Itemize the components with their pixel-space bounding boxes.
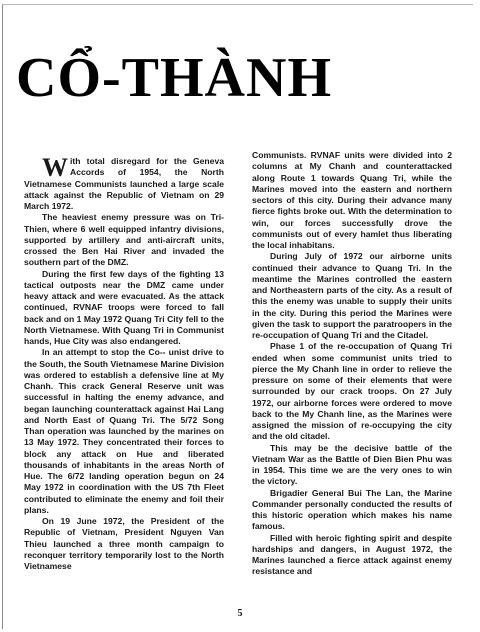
paragraph-continued: Communists. RVNAF units were divided into 2 columns at My Chanh and counterattacked along Route 1 towards Quang Tri, while the Marines moved into the eastern and northern sectors of this city. During their advance many fierce fights broke out. With the determination to win, our forces successfully drove the communists out of every hamlet thus liberating the local inhabitans. [252, 150, 452, 250]
paragraph: During July of 1972 our airborne units continued their advance to Quang Tri. In the meantime the Marines controlled the eastern and Northeastern parts of the city. As a result of this the enemy was unable to supply their units in the city. During this period the Marines were given the task to support the paratroopers in the re-occupation of Quang Tri and the Citadel. [252, 251, 452, 340]
paragraph: The heaviest enemy pressure was on Tri-Thien, where 6 well equipped infantry divisions, supported by artillery and anti-aircraft units, crossed the Ben Hai River and invaded the southern part of the DMZ. [24, 212, 224, 268]
drop-cap: W [42, 153, 68, 182]
paragraph: Filled with heroic fighting spirit and despite hardships and dangers, in August 1972, the Marines launched a fierce attack against enemy resistance and [252, 532, 452, 577]
paragraph: During the first few days of the fighting 13 tactical outposts near the DMZ came under heavy attack and were evacuated. As the attack continued, RVNAF troops were forced to fall back and on 1 May 1972 Quang Tri City fell to the North Vietnamese. With Quang Tri in Communist hands, Hue City was also endangered. [24, 268, 224, 346]
right-column [252, 150, 452, 578]
paragraph: On 19 June 1972, the President of the Republic of Vietnam, President Nguyen Van Thieu launched a three month campaign to reconquer territory temporarily lost to the North Vietnamese [24, 516, 224, 571]
intro-text: ith total disregard for the Geneva Accords of 1954, the North Vietnamese Communists launched a large scale attack against the Republic of Vietnam on 29 March 1972. [24, 156, 224, 211]
left-column [24, 153, 224, 572]
paragraph: This may be the decisive battle of the Vietnam War as the Battle of Dien Bien Phu was in 1954. This time we are the very ones to win the victory. [252, 442, 452, 487]
page-title: CỔ-THÀNH [16, 47, 332, 109]
paragraph: Brigadier General Bui The Lan, the Marine Commander personally conducted the results of this historic operation which makes his name famous. [252, 487, 452, 532]
paragraph: In an attempt to stop the Co-- unist drive to the South, the South Vietnamese Marine Division was ordered to establish a defensive line at My Chanh. This crack General Reserve unit was successful in halting the enemy advance, and began launching counterattack against Hai Lang and North East of Quang Tri. The 5/72 Song Than operation was launched by the marines on 13 May 1972. They concentrated their forces to block any attack on Hue and liberated thousands of inhabitants in the areas North of Hue. The 6/72 landing operation begun on 24 May 1972 in coordination with the US 7th Fleet contributed to eliminate the enemy and foil their plans. [24, 347, 224, 515]
paragraph-intro [24, 153, 224, 212]
paragraph: Phase 1 of the re-occupation of Quang Tri ended when some communist units tried to pierce the My Chanh line in order to relieve the pressure on some of their elements that were surrounded by our crack troops. On 27 July 1972, our airborne forces were ordered to move back to the My Chanh line, as the Marines were assigned the mission of re-occupying the city and the old citadel. [252, 341, 452, 442]
page-number: 5 [237, 608, 243, 619]
